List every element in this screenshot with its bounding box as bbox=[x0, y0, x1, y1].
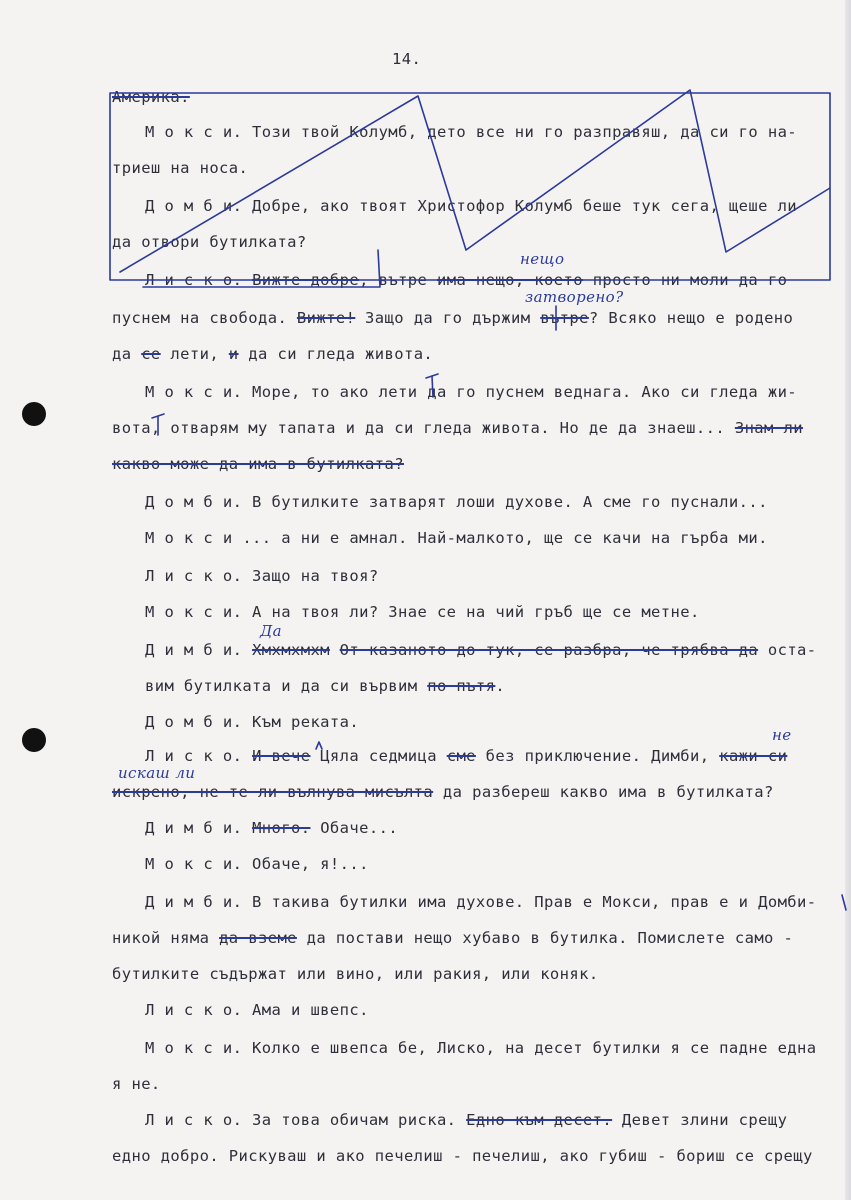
text-line bbox=[145, 818, 398, 838]
text-line bbox=[112, 158, 248, 178]
text-line bbox=[145, 270, 787, 290]
struck-text: От казаното до тук, се разбра, че трябва да bbox=[339, 641, 759, 659]
text-line bbox=[145, 528, 768, 548]
page-number: 14. bbox=[392, 50, 422, 68]
text-line bbox=[112, 232, 307, 252]
text-run bbox=[330, 641, 340, 659]
text-run: да отвори бутилката? bbox=[112, 233, 307, 251]
struck-text: по пътя bbox=[427, 677, 496, 695]
text-run: да разбереш какво има в бутилката? bbox=[433, 783, 774, 801]
struck-text: кажи си bbox=[719, 747, 788, 765]
text-run: М о к с и. Колко е швепса бе, Лиско, на десет бутилки я се падне една bbox=[145, 1039, 817, 1057]
text-run: да bbox=[112, 345, 142, 363]
text-line bbox=[145, 1110, 787, 1130]
text-run: да постави нещо хубаво в бутилка. Помислете само - bbox=[296, 929, 794, 947]
text-run: лети, bbox=[160, 345, 229, 363]
text-run: Л и с к о. Ама и швепс. bbox=[145, 1001, 369, 1019]
text-run: вим бутилката и да си вървим bbox=[145, 677, 428, 695]
struck-text: искрено, не те ли вълнува мисълта bbox=[112, 783, 434, 801]
text-line bbox=[112, 418, 803, 438]
struck-text: Едно към десет. bbox=[466, 1111, 613, 1129]
text-line bbox=[112, 928, 793, 948]
text-run: бутилките съдържат или вино, или ракия, или коняк. bbox=[112, 965, 599, 983]
text-run: Д и м б и. bbox=[145, 641, 253, 659]
text-line bbox=[145, 566, 379, 586]
text-run: М о к с и. Обаче, я!... bbox=[145, 855, 369, 873]
text-run: пуснем на свобода. bbox=[112, 309, 297, 327]
text-line bbox=[145, 1000, 369, 1020]
struck-text: и bbox=[228, 345, 239, 363]
text-run: Л и с к о. За това обичам риска. bbox=[145, 1111, 467, 1129]
text-run: ? Всяко нещо е родено bbox=[588, 309, 794, 327]
text-line bbox=[112, 87, 190, 107]
struck-text: Вижте! bbox=[296, 309, 356, 327]
text-run: Л и с к о. bbox=[145, 747, 253, 765]
text-line bbox=[112, 308, 793, 328]
text-line bbox=[145, 854, 369, 874]
text-run: Д о м б и. Към реката. bbox=[145, 713, 360, 731]
punch-hole bbox=[22, 728, 46, 752]
text-run: без приключение. Димби, bbox=[475, 747, 720, 765]
text-line bbox=[145, 640, 817, 660]
text-run: , вътре bbox=[359, 271, 437, 289]
text-run: Защо да го държим bbox=[355, 309, 541, 327]
text-run: триеш на носа. bbox=[112, 159, 249, 177]
text-line bbox=[145, 746, 787, 766]
handwritten-note: искаш ли bbox=[118, 764, 196, 782]
text-line bbox=[145, 382, 797, 402]
text-run: едно добро. Рискуваш и ако печелиш - печелиш, ако губиш - бориш се срещу bbox=[112, 1147, 813, 1165]
struck-text: има нещо, което bbox=[436, 271, 583, 289]
text-line bbox=[145, 122, 797, 142]
text-line bbox=[112, 1146, 813, 1166]
text-run: М о к с и ... а ни е амнал. Най-малкото, ще се качи на гърба ми. bbox=[145, 529, 768, 547]
text-run: вота, отварям му тапата и да си гледа живота. Но де да знаеш... bbox=[112, 419, 735, 437]
text-run: Д и м б и. В такива бутилки има духове. Прав е Мокси, прав е и Домби- bbox=[145, 893, 817, 911]
text-run: Д о м б и. В бутилките затварят лоши духове. А сме го пуснали... bbox=[145, 493, 768, 511]
punch-hole bbox=[22, 402, 46, 426]
text-run: да си гледа живота. bbox=[238, 345, 434, 363]
text-line bbox=[112, 964, 599, 984]
text-line bbox=[145, 602, 700, 622]
text-run: М о к с и. Този твой Колумб, дето все ни го разправяш, да си го на- bbox=[145, 123, 798, 141]
struck-text: какво може да има в бутилката? bbox=[112, 455, 404, 473]
text-run: Цяла седмица bbox=[310, 747, 447, 765]
text-line bbox=[145, 1038, 817, 1058]
text-run: Девет злини срещу bbox=[612, 1111, 788, 1129]
text-line bbox=[112, 454, 404, 474]
text-line bbox=[112, 782, 774, 802]
handwritten-note: нещо bbox=[520, 250, 565, 268]
text-line bbox=[145, 492, 768, 512]
struck-text: Америка. bbox=[112, 88, 190, 106]
struck-text: сме bbox=[446, 747, 476, 765]
text-line bbox=[112, 1074, 161, 1094]
struck-text: вътре bbox=[540, 309, 589, 327]
text-run: М о к с и. А на твоя ли? Знае се на чий гръб ще се метне. bbox=[145, 603, 700, 621]
handwritten-note: затворено? bbox=[525, 288, 624, 306]
text-run: оста- bbox=[758, 641, 817, 659]
struck-text: Много. bbox=[252, 819, 311, 837]
struck-text: Хмхмхмхм bbox=[252, 641, 330, 659]
text-run: Д и м б и. bbox=[145, 819, 253, 837]
handwritten-note: Да bbox=[260, 622, 282, 640]
text-run: М о к с и. Море, то ако лети да го пуснем веднага. Ако си гледа жи- bbox=[145, 383, 798, 401]
page-edge bbox=[845, 0, 851, 1200]
text-run: Д о м б и. Добре, ако твоят Христофор Колумб беше тук сега, щеше ли bbox=[145, 197, 798, 215]
text-line bbox=[145, 712, 359, 732]
handwritten-note: не bbox=[772, 726, 792, 744]
text-run: никой няма bbox=[112, 929, 220, 947]
text-line bbox=[145, 892, 817, 912]
text-line bbox=[112, 344, 433, 364]
text-line bbox=[145, 676, 505, 696]
text-run: просто ни моли да го bbox=[582, 271, 788, 289]
struck-text: да вземе bbox=[219, 929, 297, 947]
text-run: Л и с к о. bbox=[145, 271, 253, 289]
text-run: Обаче... bbox=[310, 819, 399, 837]
struck-text: Знам ли bbox=[734, 419, 803, 437]
struck-text: се bbox=[141, 345, 161, 363]
text-run: я не. bbox=[112, 1075, 161, 1093]
text-run: . bbox=[495, 677, 506, 695]
text-run: Л и с к о. Защо на твоя? bbox=[145, 567, 379, 585]
text-line bbox=[145, 196, 797, 216]
struck-text: И вече bbox=[252, 747, 311, 765]
struck-text: Вижте добре bbox=[252, 271, 360, 289]
